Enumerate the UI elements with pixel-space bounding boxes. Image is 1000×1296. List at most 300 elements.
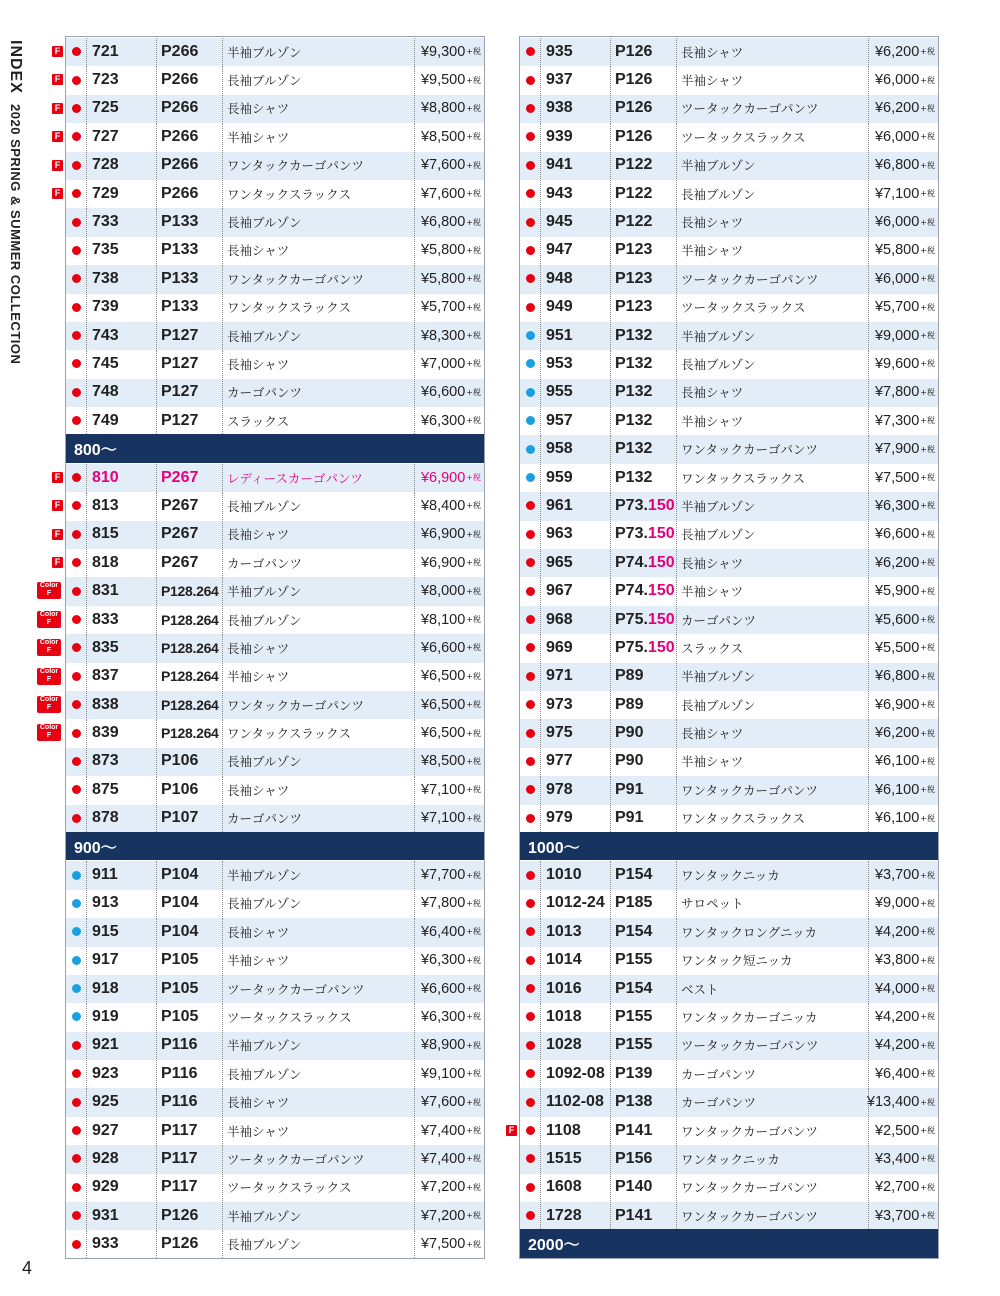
catalog-page-number: P126 (615, 127, 653, 145)
catalog-page-number: P266 (161, 42, 199, 60)
product-code: 967 (540, 577, 610, 604)
catalog-page-number: P266 (161, 71, 199, 89)
index-row (520, 548, 938, 576)
product-price (868, 890, 938, 917)
dot-cell (66, 265, 86, 292)
dot-cell (66, 1174, 86, 1201)
tax-label: +税 (466, 700, 481, 710)
index-row (66, 974, 484, 1002)
red-dot-icon (526, 672, 535, 681)
tax-label: +税 (466, 1012, 481, 1022)
product-code: 721 (86, 38, 156, 65)
product-price (414, 237, 484, 264)
index-row (520, 775, 938, 803)
red-dot-icon (72, 501, 81, 510)
product-code: 931 (86, 1202, 156, 1229)
index-row (520, 349, 938, 377)
catalog-page-number: P105 (161, 951, 199, 969)
product-name: ワンタック短ニッカ (676, 947, 868, 974)
product-name: 半袖シャツ (222, 663, 414, 690)
price-value: ¥7,600 (420, 157, 466, 174)
index-row (66, 406, 484, 434)
tax-label: +税 (466, 473, 481, 483)
dot-cell (66, 38, 86, 65)
product-code: 733 (86, 208, 156, 235)
catalog-page-extra: 150 (647, 553, 675, 571)
product-name: 長袖シャツ (676, 379, 868, 406)
tax-label: +税 (920, 785, 935, 795)
index-title: INDEX (7, 40, 24, 94)
dot-cell (520, 492, 540, 519)
product-name: ツータックカーゴパンツ (676, 1032, 868, 1059)
index-row (520, 860, 938, 888)
catalog-page (156, 1230, 222, 1257)
product-code: 833 (86, 606, 156, 633)
tax-label: +税 (920, 898, 935, 908)
product-code: 977 (540, 748, 610, 775)
product-name: ワンタックカーゴパンツ (676, 776, 868, 803)
tax-label: +税 (920, 302, 935, 312)
price-value: ¥6,600 (420, 639, 466, 656)
catalog-page-number: P132 (615, 354, 653, 372)
red-dot-icon (526, 1126, 535, 1135)
index-row (66, 1031, 484, 1059)
red-dot-icon (72, 1240, 81, 1249)
tax-label: +税 (466, 785, 481, 795)
red-dot-icon (72, 388, 81, 397)
product-name: ワンタックスラックス (676, 464, 868, 491)
index-row (66, 236, 484, 264)
dot-cell (520, 379, 540, 406)
catalog-page-number: P132 (615, 326, 653, 344)
catalog-page-number: P126 (161, 1206, 199, 1224)
f-badge-icon: F (506, 1125, 517, 1136)
price-value: ¥7,100 (420, 781, 466, 798)
product-code: 945 (540, 208, 610, 235)
price-value: ¥6,200 (874, 43, 920, 60)
tax-label: +税 (920, 1097, 935, 1107)
color-f-badge-icon (37, 582, 61, 599)
dot-cell (520, 180, 540, 207)
dot-cell (520, 265, 540, 292)
red-dot-icon (72, 700, 81, 709)
dot-cell (520, 1088, 540, 1115)
product-price (868, 861, 938, 888)
product-price (868, 350, 938, 377)
product-name: 半袖シャツ (222, 123, 414, 150)
index-row (520, 804, 938, 832)
dot-cell (520, 691, 540, 718)
product-name: 長袖シャツ (222, 776, 414, 803)
catalog-page-number: P73. (615, 496, 648, 514)
catalog-page (156, 294, 222, 321)
tax-label: +税 (466, 217, 481, 227)
product-name: 長袖ブルゾン (222, 606, 414, 633)
catalog-page-number: P74. (615, 553, 648, 571)
dot-cell (66, 1230, 86, 1257)
product-code: 1014 (540, 947, 610, 974)
price-value: ¥7,200 (420, 1207, 466, 1224)
tax-label: +税 (466, 302, 481, 312)
red-dot-icon (72, 473, 81, 482)
badge-line-f: F (46, 703, 52, 711)
dot-cell (520, 1003, 540, 1030)
price-value: ¥7,800 (874, 384, 920, 401)
red-dot-icon (72, 161, 81, 170)
price-value: ¥4,200 (874, 1037, 920, 1054)
index-row (66, 1201, 484, 1229)
catalog-page (156, 719, 222, 746)
product-code: 913 (86, 890, 156, 917)
index-row (66, 293, 484, 321)
index-row (66, 1002, 484, 1030)
tax-label: +税 (466, 927, 481, 937)
catalog-page-number: P139 (615, 1064, 653, 1082)
catalog-page-number: P117 (161, 1178, 198, 1196)
product-name: ツータックカーゴパンツ (222, 1145, 414, 1172)
red-dot-icon (526, 558, 535, 567)
product-code: 1012-24 (540, 890, 610, 917)
dot-cell (66, 577, 86, 604)
product-code: 728 (86, 152, 156, 179)
index-row (520, 747, 938, 775)
product-price (414, 805, 484, 832)
index-row (520, 1087, 938, 1115)
index-row (520, 1144, 938, 1172)
product-name: 半袖シャツ (676, 577, 868, 604)
badge-line-color: Color (39, 724, 59, 732)
catalog-page (156, 1117, 222, 1144)
index-row (520, 889, 938, 917)
product-name: カーゴパンツ (222, 549, 414, 576)
catalog-page (610, 890, 676, 917)
tax-label: +税 (466, 615, 481, 624)
dot-cell (520, 918, 540, 945)
product-code: 943 (540, 180, 610, 207)
product-code: 941 (540, 152, 610, 179)
tax-label: +税 (920, 1040, 935, 1050)
catalog-page-number: P90 (615, 724, 644, 742)
product-price (868, 1060, 938, 1087)
catalog-page-number: P133 (161, 241, 199, 259)
product-code: 971 (540, 663, 610, 690)
product-price (868, 322, 938, 349)
catalog-page-number: P126 (615, 42, 653, 60)
tax-label: +税 (920, 75, 935, 85)
red-dot-icon (72, 218, 81, 227)
tax-label: +税 (920, 700, 935, 710)
catalog-page-number: P127 (161, 326, 199, 344)
blue-dot-icon (72, 871, 81, 880)
product-name: 半袖シャツ (676, 237, 868, 264)
price-value: ¥13,400 (866, 1094, 920, 1111)
catalog-page (610, 521, 676, 548)
tax-label: +税 (920, 615, 935, 624)
red-dot-icon (72, 1098, 81, 1107)
product-code: 815 (86, 521, 156, 548)
tax-label: +税 (920, 813, 935, 823)
product-code: 963 (540, 521, 610, 548)
product-code: 933 (86, 1230, 156, 1257)
price-value: ¥7,700 (420, 867, 466, 884)
product-price (414, 577, 484, 604)
tax-label: +税 (466, 1182, 481, 1192)
product-price (414, 1003, 484, 1030)
catalog-page-number: P267 (161, 468, 199, 486)
dot-cell (66, 890, 86, 917)
index-row (520, 293, 938, 321)
tax-label: +税 (920, 103, 935, 113)
dot-cell (66, 521, 86, 548)
product-price (414, 152, 484, 179)
price-value: ¥9,000 (874, 327, 920, 344)
price-value: ¥6,600 (420, 980, 466, 997)
badge-line-color: Color (39, 695, 59, 703)
index-row (66, 1173, 484, 1201)
red-dot-icon (526, 615, 535, 624)
product-name: 半袖ブルゾン (222, 577, 414, 604)
catalog-page (610, 350, 676, 377)
tax-label: +税 (920, 217, 935, 227)
tax-label: +税 (920, 529, 935, 539)
catalog-page-number: P91 (615, 780, 644, 798)
catalog-page-number: P141 (615, 1206, 653, 1224)
product-name: レディースカーゴパンツ (222, 464, 414, 491)
product-code: 1016 (540, 975, 610, 1002)
product-name: ツータックスラックス (222, 1174, 414, 1201)
product-name: スラックス (676, 634, 868, 661)
product-code: 738 (86, 265, 156, 292)
catalog-page-number: P128.264 (161, 583, 219, 600)
product-name: 長袖シャツ (222, 918, 414, 945)
product-name: ベスト (676, 975, 868, 1002)
catalog-page (610, 1032, 676, 1059)
tax-label: +税 (466, 813, 481, 823)
catalog-page (156, 663, 222, 690)
product-price (414, 634, 484, 661)
catalog-page-number: P105 (161, 979, 199, 997)
catalog-page (156, 152, 222, 179)
catalog-page (156, 38, 222, 65)
product-code: 1010 (540, 861, 610, 888)
index-row (66, 946, 484, 974)
red-dot-icon (526, 814, 535, 823)
index-row (66, 917, 484, 945)
red-dot-icon (526, 587, 535, 596)
catalog-page-number: P155 (615, 1007, 653, 1025)
catalog-page-number: P122 (615, 156, 653, 174)
product-price (868, 123, 938, 150)
product-code: 838 (86, 691, 156, 718)
product-code: 739 (86, 294, 156, 321)
red-dot-icon (526, 1069, 535, 1078)
catalog-page-number: P126 (615, 71, 653, 89)
product-price (868, 1032, 938, 1059)
product-price (414, 918, 484, 945)
tax-label: +税 (920, 160, 935, 170)
red-dot-icon (526, 1154, 535, 1163)
product-price (868, 38, 938, 65)
tax-label: +税 (466, 529, 481, 539)
index-row (54, 520, 484, 548)
product-price (414, 549, 484, 576)
product-code: 1102-08 (540, 1088, 610, 1115)
red-dot-icon (526, 643, 535, 652)
f-badge-icon: F (52, 103, 63, 114)
product-name: 長袖シャツ (222, 634, 414, 661)
red-dot-icon (526, 218, 535, 227)
tax-label: +税 (920, 387, 935, 397)
catalog-page-number: P117 (161, 1149, 198, 1167)
product-name: 半袖シャツ (676, 407, 868, 434)
product-code: 939 (540, 123, 610, 150)
catalog-page-number: P267 (161, 496, 199, 514)
f-badge-icon: F (52, 131, 63, 142)
catalog-page-number: P90 (615, 752, 644, 770)
catalog-page (610, 634, 676, 661)
tax-label: +税 (466, 1154, 481, 1164)
product-name: 長袖ブルゾン (222, 1060, 414, 1087)
product-code: 938 (540, 95, 610, 122)
dot-cell (520, 1202, 540, 1229)
product-price (414, 350, 484, 377)
dot-cell (520, 1060, 540, 1087)
product-code: 1728 (540, 1202, 610, 1229)
catalog-page (156, 691, 222, 718)
catalog-page-number: P132 (615, 383, 653, 401)
price-value: ¥5,600 (874, 611, 920, 628)
product-name: ツータックカーゴパンツ (676, 265, 868, 292)
product-price (414, 1032, 484, 1059)
dot-cell (66, 66, 86, 93)
product-price (868, 975, 938, 1002)
red-dot-icon (526, 757, 535, 766)
index-row (520, 491, 938, 519)
price-value: ¥6,400 (874, 1065, 920, 1082)
index-row (520, 690, 938, 718)
index-column-right (508, 36, 939, 1259)
catalog-page-number: P154 (615, 979, 653, 997)
catalog-page (610, 975, 676, 1002)
index-row (39, 690, 484, 718)
catalog-page-number: P105 (161, 1007, 199, 1025)
product-code: 917 (86, 947, 156, 974)
product-code: 975 (540, 719, 610, 746)
product-price (414, 1088, 484, 1115)
price-value: ¥7,100 (420, 810, 466, 827)
red-dot-icon (526, 47, 535, 56)
product-name: スラックス (222, 407, 414, 434)
catalog-page (156, 521, 222, 548)
catalog-page-number: P138 (615, 1093, 653, 1111)
product-price (414, 208, 484, 235)
price-value: ¥7,800 (420, 895, 466, 912)
catalog-page-number: P154 (615, 866, 653, 884)
product-code: 929 (86, 1174, 156, 1201)
catalog-page (156, 492, 222, 519)
catalog-page-number: P122 (615, 213, 653, 231)
catalog-page (610, 663, 676, 690)
price-value: ¥6,100 (874, 781, 920, 798)
product-name: 長袖ブルゾン (676, 350, 868, 377)
red-dot-icon (72, 729, 81, 738)
tax-label: +税 (466, 1097, 481, 1107)
product-price (868, 152, 938, 179)
dot-cell (66, 1117, 86, 1144)
catalog-page (610, 549, 676, 576)
price-value: ¥7,400 (420, 1150, 466, 1167)
index-row (520, 576, 938, 604)
product-code: 978 (540, 776, 610, 803)
catalog-page-number: P123 (615, 269, 653, 287)
product-name: 長袖ブルゾン (222, 890, 414, 917)
page-number: 4 (22, 1258, 33, 1278)
index-row (520, 406, 938, 434)
dot-cell (520, 805, 540, 832)
index-row (520, 37, 938, 65)
product-price (414, 663, 484, 690)
catalog-page-number: P132 (615, 411, 653, 429)
tax-label: +税 (466, 359, 481, 369)
red-dot-icon (526, 501, 535, 510)
red-dot-icon (526, 984, 535, 993)
dot-cell (66, 1088, 86, 1115)
product-price (414, 464, 484, 491)
dot-cell (66, 294, 86, 321)
product-name: 長袖シャツ (222, 521, 414, 548)
index-row (66, 889, 484, 917)
red-dot-icon (72, 757, 81, 766)
red-dot-icon (526, 899, 535, 908)
product-code: 948 (540, 265, 610, 292)
product-name: ツータックスラックス (676, 294, 868, 321)
index-row (66, 1144, 484, 1172)
price-value: ¥9,300 (420, 43, 466, 60)
blue-dot-icon (526, 331, 535, 340)
catalog-page (610, 776, 676, 803)
catalog-page (156, 577, 222, 604)
catalog-page-number: P106 (161, 780, 199, 798)
product-name: ワンタックスラックス (676, 805, 868, 832)
tax-label: +税 (920, 1069, 935, 1079)
product-name: カーゴパンツ (222, 805, 414, 832)
catalog-page-number: P133 (161, 213, 199, 231)
tax-label: +税 (920, 359, 935, 369)
tax-label: +税 (920, 870, 935, 880)
product-name: ワンタックスラックス (222, 719, 414, 746)
product-code: 918 (86, 975, 156, 1002)
dot-cell (66, 918, 86, 945)
color-f-badge-icon (37, 724, 61, 741)
product-code: 915 (86, 918, 156, 945)
catalog-page (156, 1088, 222, 1115)
dot-cell (66, 1060, 86, 1087)
red-dot-icon (72, 303, 81, 312)
catalog-page (610, 719, 676, 746)
index-row (520, 151, 938, 179)
tax-label: +税 (466, 160, 481, 170)
red-dot-icon (526, 530, 535, 539)
dot-cell (520, 549, 540, 576)
catalog-page-number: P123 (615, 241, 653, 259)
tax-label: +税 (466, 103, 481, 113)
price-value: ¥7,600 (420, 1094, 466, 1111)
index-row (520, 179, 938, 207)
red-dot-icon (72, 643, 81, 652)
price-value: ¥6,500 (420, 696, 466, 713)
red-dot-icon (72, 785, 81, 794)
catalog-page (156, 265, 222, 292)
